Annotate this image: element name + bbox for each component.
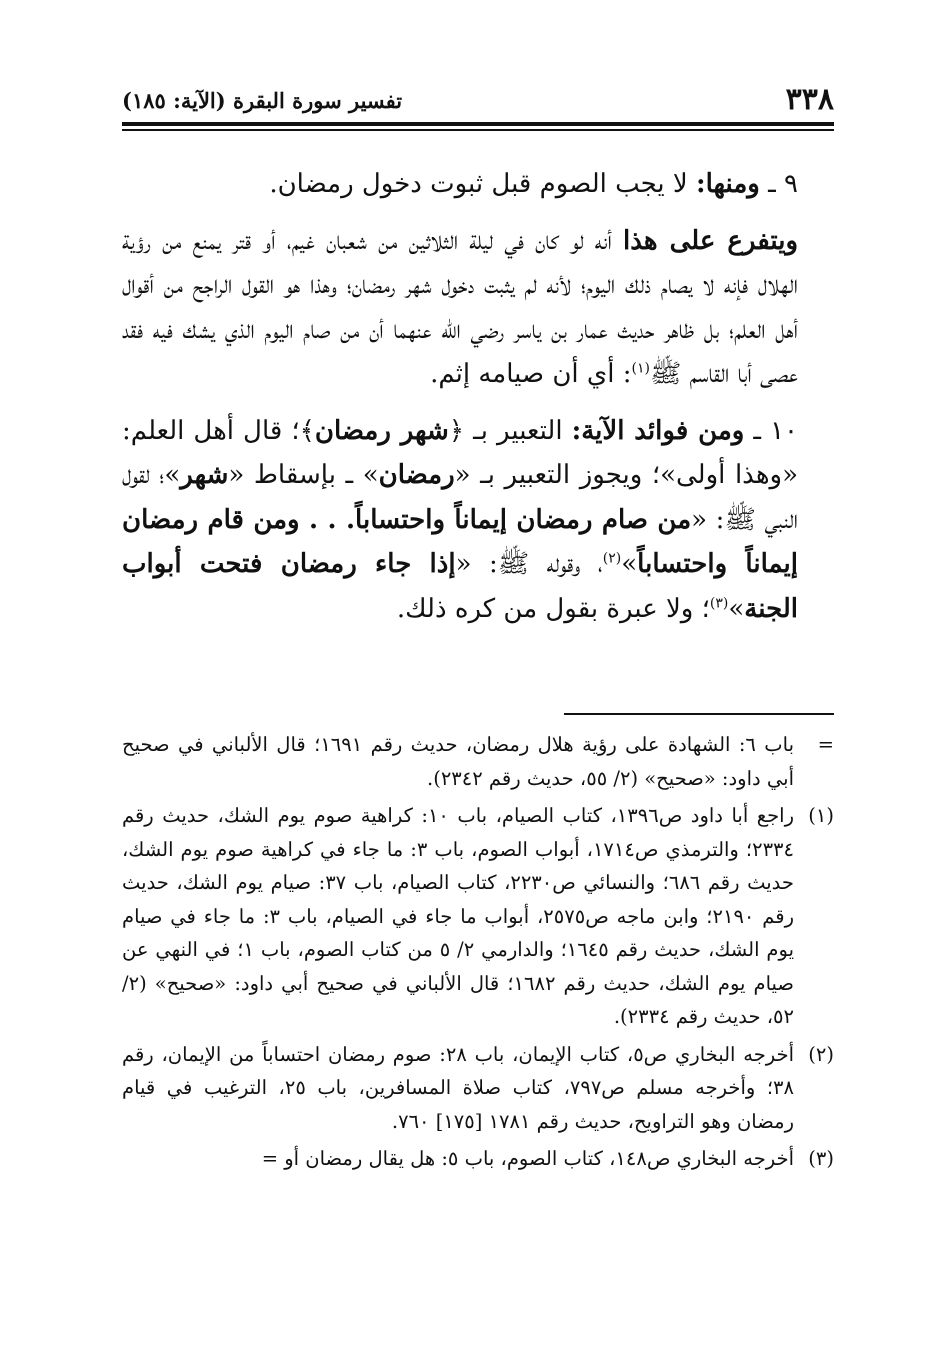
- footnote-text: باب ٦: الشهادة على رؤية هلال رمضان، حديث رقم ١٦٩١؛ قال الألباني في صحيح أبي داود: «صحيح» (٢/ ٥٥، حديث رقم ٢٣٤٢).: [122, 733, 795, 790]
- footnote-mark: =: [817, 733, 834, 756]
- bold-segment: شهر رمضان: [314, 415, 449, 446]
- footnote-mark: (٢): [808, 1042, 834, 1066]
- text-segment: » ـ بإسقاط «: [228, 460, 379, 490]
- bold-lead: ومنها:: [696, 169, 760, 199]
- footnote-text: أخرجه البخاري ص٥، كتاب الإيمان، باب ٢٨: صوم رمضان احتساباً من الإيمان، رقم ٣٨؛ وأخرجه مسلم ص٧٩٧، كتاب صلاة المسافرين، باب ٢٥، الترغيب في قيام رمضان وهو التراويح، حديث رقم ١٧٨١ [١٧٥] ٧٦٠.: [122, 1042, 794, 1133]
- header-rule-thin: [122, 129, 834, 131]
- paragraph-consequence: [122, 219, 834, 397]
- bold-lead: ومن فوائد الآية:: [571, 415, 745, 446]
- bold-segment: رمضان: [378, 460, 455, 490]
- paragraph-number: ١٠ ـ: [753, 415, 799, 446]
- text-segment: التعبير بـ ﴿: [448, 415, 563, 446]
- paragraph-10: [122, 409, 834, 632]
- header-rule-thick: [122, 122, 834, 126]
- bold-segment: شهر: [180, 460, 229, 490]
- paragraph-9: [122, 162, 834, 207]
- bold-hadith: إذا جاء رمضان فتحت أبواب الجنة: [122, 549, 798, 624]
- footnote-ref-3: (٣): [709, 594, 729, 611]
- footnote-separator: [564, 713, 834, 715]
- text-segment: »: [621, 549, 638, 579]
- bold-hadith: من صام رمضان إيماناً واحتساباً. . . ومن قام رمضان إيماناً واحتساباً: [122, 504, 798, 579]
- footnote-mark: (٣): [808, 1147, 834, 1170]
- bold-lead: ويتفرع على هذا: [623, 225, 799, 256]
- paragraph-text: أنه لو كان في ليلة الثلاثين من شعبان غيم، أو قتر يمنع من رؤية الهلال فإنه لا يصام ذلك اليوم؛ لأنه لم يثبت دخول شهر رمضان؛ وهذا هو القول الراجح من أقوال أهل العلم؛ بل ظاهر حديث عمار بن ياسر رضي الله عنهما أن من صام اليوم الذي يشك فيه فقد عصى أبا القاسم ﷺ: [122, 225, 798, 389]
- paragraph-text: لا يجب الصوم قبل ثبوت دخول رمضان.: [269, 169, 688, 199]
- footnote-continued: [122, 728, 834, 795]
- footnote-text: راجع أبا داود ص١٣٩٦، كتاب الصيام، باب ١٠: كراهية صوم يوم الشك، حديث رقم ٢٣٣٤؛ والترمذي ص١٧١٤، أبواب الصوم، باب ٣: ما جاء في كراهية صوم يوم الشك، حديث رقم ٦٨٦؛ والنسائي ص٢٢٣٠، كتاب الصيام، باب ٣٧: صيام يوم الشك، حديث رقم ٢١٩٠؛ وابن ماجه ص٢٥٧٥، أبواب ما جاء في الصيام، باب ٣: ما جاء في صيام يوم الشك، حديث رقم ١٦٤٥؛ والدارمي ٢/ ٥ من كتاب الصوم، باب ١؛ في النهي عن صيام يوم الشك، حديث رقم ١٦٨٢؛ قال الألباني في صحيح أبي داود: «صحيح» (٢/ ٥٢، حديث رقم ٢٣٣٤).: [122, 804, 795, 1028]
- footnote-3: [122, 1142, 834, 1176]
- footnote-1: [122, 799, 834, 1034]
- text-segment: »؛ لقول النبي ﷺ: «: [122, 460, 799, 535]
- text-segment: »: [728, 593, 745, 624]
- footnote-ref-2: (٢): [602, 550, 622, 567]
- footnote-text: أخرجه البخاري ص١٤٨، كتاب الصوم، باب ٥: هل يقال رمضان أو =: [261, 1147, 794, 1170]
- paragraph-number: ٩ ـ: [768, 169, 798, 199]
- running-title: تفسير سورة البقرة (الآية: ١٨٥): [122, 88, 403, 113]
- text-segment: ؛ ولا عبرة بقول من كره ذلك.: [396, 593, 710, 624]
- text-segment: ، وقوله ﷺ: «: [455, 549, 603, 579]
- paragraph-text-tail: : أي أن صيامه إثم.: [430, 359, 632, 389]
- text-segment: ﴾؛ قال أهل العلم: «وهذا أولى»؛ ويجوز التعبير بـ «: [122, 415, 798, 490]
- main-text: [122, 162, 834, 631]
- footnote-ref-1: (١): [631, 360, 650, 377]
- page-number: ٣٣٨: [785, 82, 834, 117]
- footnote-mark: (١): [808, 804, 834, 827]
- footnote-2: [122, 1038, 834, 1139]
- footnotes: [122, 728, 834, 1180]
- page-header: [122, 80, 834, 120]
